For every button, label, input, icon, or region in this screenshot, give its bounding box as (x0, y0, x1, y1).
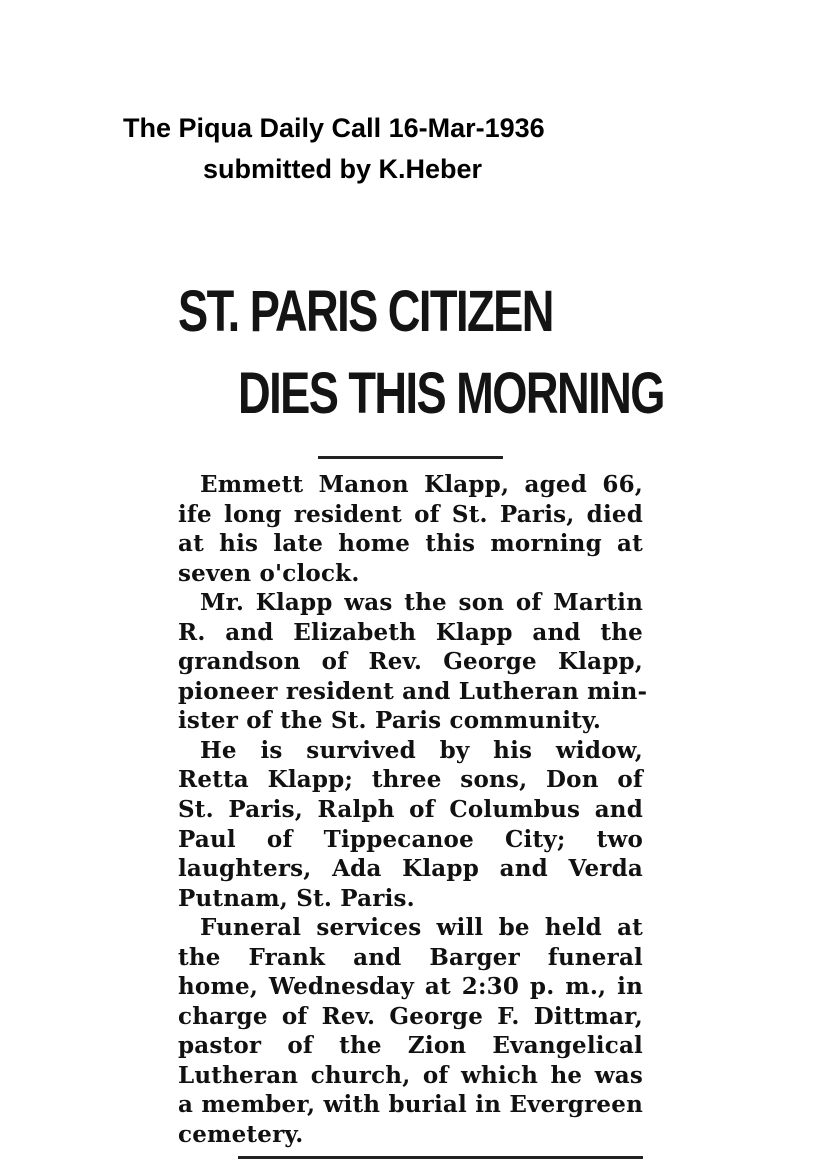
article-line: ister of the St. Paris community. (178, 707, 602, 735)
article-line: the Frank and Barger funeral (178, 943, 643, 971)
headline-line-2: DIES THIS MORNING (238, 361, 664, 426)
article-line: charge of Rev. George F. Dittmar, (178, 1002, 643, 1030)
article-line: laughters, Ada Klapp and Verda (178, 855, 643, 883)
article-line: pastor of the Zion Evangelical (178, 1032, 643, 1060)
article-line: cemetery. (178, 1121, 304, 1149)
article-line: at his late home this morning at (178, 530, 643, 558)
article-line: Mr. Klapp was the son of Martin (200, 589, 643, 617)
submitter-caption: submitted by K.Heber (203, 154, 483, 184)
headline-divider (318, 456, 503, 459)
article-line: R. and Elizabeth Klapp and the (178, 618, 643, 646)
article-line: pioneer resident and Lutheran min- (178, 677, 648, 705)
article-line: St. Paris, Ralph of Columbus and (178, 796, 643, 824)
article-line: ife long resident of St. Paris, died (178, 500, 643, 528)
article-line: Putnam, St. Paris. (178, 884, 415, 912)
article-end-divider (238, 1156, 643, 1159)
article-line: Lutheran church, of which he was (178, 1061, 643, 1089)
article-line: seven o'clock. (178, 559, 360, 587)
article-line: grandson of Rev. George Klapp, (178, 648, 643, 676)
article-line: a member, with burial in Evergreen (178, 1091, 643, 1119)
article-line: Paul of Tippecanoe City; two (178, 825, 643, 853)
headline-line-1: ST. PARIS CITIZEN (178, 279, 553, 344)
article-line: home, Wednesday at 2:30 p. m., in (178, 973, 643, 1001)
article-line: Retta Klapp; three sons, Don of (178, 766, 643, 794)
article-body (178, 470, 648, 1150)
article-line: He is survived by his widow, (200, 736, 643, 764)
source-caption: The Piqua Daily Call 16-Mar-1936 (123, 113, 545, 143)
article-line: Funeral services will be held at (200, 914, 643, 942)
article-line: Emmett Manon Klapp, aged 66, (200, 471, 643, 498)
